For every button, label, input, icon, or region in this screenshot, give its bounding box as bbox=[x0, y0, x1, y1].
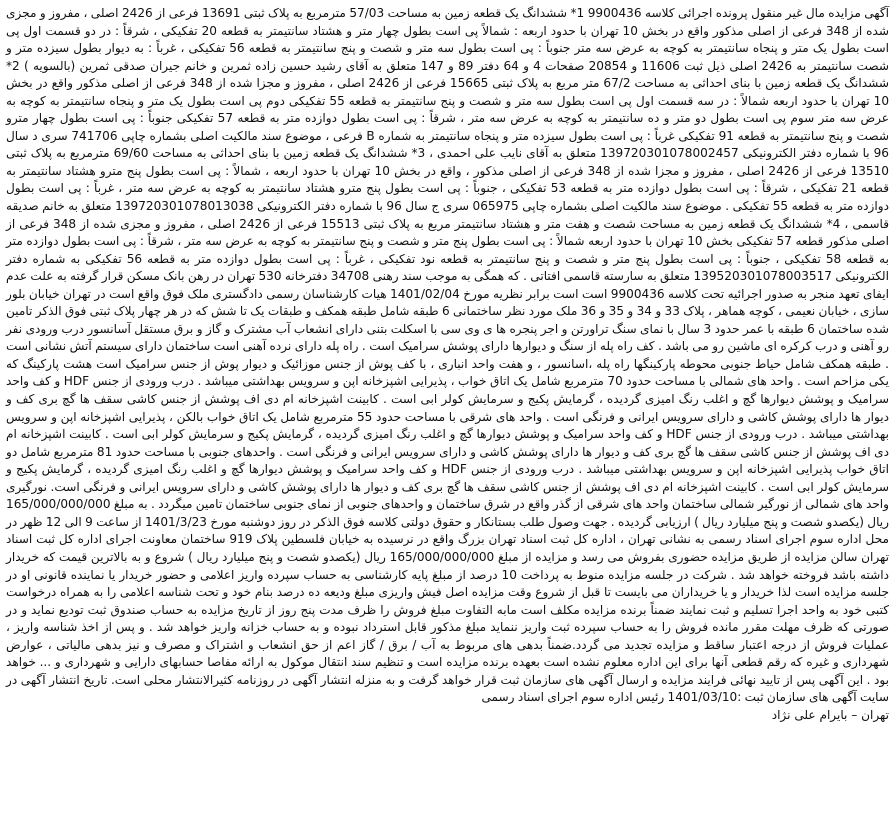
auction-notice-body: آگهی مزایده مال غیر منقول پرونده اجرائی کلاسه 9900436 1* ششدانگ یک قطعه زمین به مساحت 57/03 مترمربع به پلاک ثبتی 13691 فرعی از 2426 اصلی ، مفروز و مجزی شده از 348 فرعی از اصلی مذکور واقع در بخش 10 تهران با حدود اربعه : شمالاً پی است بطول چهار متر و هشتاد سانتیمتر به قطعه 20 تفکیکی ، شرقاً : در دو قسمت اول پی است بطول یک متر و پنجاه سانتیمتر به کوچه به عرض سه متر جنوباً : پی است بطول سه متر و شصت و پنج سانتیمتر به قطعه 56 تفکیکی ، غرباً : به دیوار بطول سیزده متر و شصت سانتیمتر به 2426 اصلی ذیل ثبت 11606 و 20854 صفحات 4 و 64 دفتر 89 و 147 متعلق به آقای رشید حسین زاده ثمرین و خانم جیران صدقی ثمرین (بالسویه ) 2* ششدانگ یک قطعه زمین با بنای احداثی به مساحت 67/2 متر مربع به پلاک ثبتی 15665 فرعی از 2426 اصلی ، مفروز و مجزا شده از 348 فرعی از اصلی مذکور واقع در بخش 10 تهران با حدود اربعه شمالاً : در سه قسمت اول پی است بطول سه متر و شصت و پنج سانتیمتر به قطعه 55 تفکیکی دوم پی است بطول یک متر و پنجاه سانتیمتر به کوچه به عرض سه متر سوم پی است بطول دو متر و ده سانتیمتر به کوچه به عرض سه متر ، شرقاً : پی است بطول دوازده متر به قطعه 57 تفکیکی جنوباً : پی است بطول چهار مترو شصت و پنج سانتیمتر به قطعه 91 تفکیکی غرباً : پی است بطول سیزده متر و پنجاه سانتیمتر به شماره B فرعی ، موضوع سند مالکیت اصلی بشماره چاپی 741706 سری د سال 96 با شماره دفتر الکترونیکی 139720301078002457 متعلق به آقای نایب علی احمدی ، 3* ششدانگ یک قطعه زمین با بنای احداثی به مساحت 69/60 مترمربع به پلاک ثبتی 13510 فرعی از 2426 اصلی ، مفروز و مجزا شده از 348 فرعی از اصلی مذکور ، واقع در بخش 10 تهران با حدود اربعه ، شمالاً : پی است بطول پنج مترو هشتاد سانتیمتر به قطعه 21 تفکیکی ، شرقاً : پی است بطول دوازده متر به قطعه 53 تفکیکی ، جنوباً : پی است بطول پنج مترو هشتاد سانتیمتر به کوچه به عرض سه متر ، غرباً : پی است بطول دوازده متر به قطعه 55 تفکیکی . موضوع سند مالکیت اصلی بشماره چاپی 065975 سری ج سال 96 با شماره دفتر الکترونیکی 139720301078013038 متعلق به خانم صدیقه قاسمی ، 4* ششدانگ یک قطعه زمین به مساحت شصت و هفت متر و هشتاد سانتیمتر مربع به پلاک ثبتی 15513 فرعی از 2426 اصلی ، مفروز و مجزی شده از 348 فرعی از اصلی مذکور قطعه 57 تفکیکی بخش 10 تهران با حدود اربعه شمالاً : پی است بطول پنج متر و شصت و پنج سانتیمتر به کوچه به عرض سه متر ، شرقاً : پی است بطول دوازده متر به قطعه 58 تفکیکی ، جنوباً : پی است بطول پنج متر و شصت و پنج سانتیمتر به قطعه نود تفکیکی ، غرباً : پی است بطول دوازده متر به قطعه 56 تفکیکی به شماره دفتر الکترونیکی 139520301078003517 متعلق به سارسته قاسمی افتاتی . که همگی به موجب سند رهنی 34708 دفترخانه 530 تهران در رهن بانک مسکن قرار گرفته به علت عدم ایفای تعهد منجر به صدور اجرائیه تحت کلاسه 9900436 است است برابر نظریه مورخ 1401/02/04 هیات کارشناسان رسمی دادگستری ملک فوق واقع است در تهران خیابان بلور سازی ، خیابان نعیمی ، کوچه هماهر ، پلاک 33 و 34 و 35 و 36 ملک مورد نظر ساختمانی 6 طبقه شامل طبقه همکف و طبقات یک تا شش که در هر چهار پلاک ثبتی فوق الذکر تامین شده ساختمان 6 طبقه با عمر حدود 3 سال با نمای سنگ تراورتن و اجر پنجره ها ی وی سی با اسکلت بتنی دارای انشعاب آب مشترک و گاز و برق مستقل آسانسور درب ورودی نفر رو آهنی و درب کرکره ای ماشین رو می باشد . کف راه پله از سنگ و دیوارها دارای پوشش سرامیک است . راه پله دارای نرده آهنی است ساختمان دارای سیستم آتش نشانی است . طبقه همکف شامل حیاط جنوبی محوطه پارکینگها راه پله ،اسانسور ، و هفت واحد انباری ، با کف پوش از جنس موزائیک و دیوار پوش از جنس سرامیک است هشت پارکینگ که یکی مزاحم است . واحد های شمالی با مساحت حدود 70 مترمربع شامل یک اتاق خواب ، پذیرایی اشپزخانه اپن و سرویس بهداشتی میباشد . درب ورودی از جنس HDF و کف واحد سرامیک و پوشش دیوارها گچ و اغلب رنگ امیزی گردیده ، گرمایش پکیج و سرمایش کولر ابی است . کابینت اشپزخانه ام دی اف پوشش از جنس کاشی سقف ها گچ بری کف و دیوار ها دارای پوشش کاشی و دارای سرویس ایرانی و فرنگی است . واحد های شرقی با مساحت حدود 55 مترمربع شامل یک اتاق خواب بالکن ، پذیرایی اشپزخانه اپن و سرویس بهداشتی میباشد . درب ورودی از جنس HDF و کف واحد سرامیک و پوشش دیوارها گچ و اغلب رنگ امیزی گردیده ، گرمایش پکیج و سرمایش کولر ابی است . کابینت اشپزخانه ام دی اف پوشش از جنس کاشی سقف ها گچ بری کف و دیوار ها دارای پوشش کاشی و دارای سرویس ایرانی و فرنگی است . واحدهای جنوبی با مساحت حدود 81 مترمربع شامل دو اتاق خواب پذیرایی اشپزخانه اپن و سرویس بهداشتی میباشد . درب ورودی از جنس HDF و کف واحد سرامیک و پوشش دیوارها گچ و اغلب رنگ امیزی گردیده ، گرمایش پکیج و سرمایش کولر ابی است . کابینت اشپزخانه ام دی اف پوشش از جنس کاشی سقف ها گچ بری کف و دیوار ها دارای پوشش کاشی و دارای سرویس ایرانی و فرنگی است. نورگیری واحد های شمالی از نورگیر شمالی ساختمان واحد های شرقی از گذر واقع در شرق ساختمان و واحدهای جنوبی از نمای جنوبی ساختمان تامین میگردد . به مبلغ 165/000/000/000 ریال (یکصدو شصت و پنج میلیارد ریال ) ارزیابی گردیده . جهت وصول طلب بستانکار و حقوق دولتی کلاسه فوق الذکر در روز دوشنبه مورخ 1401/3/23 از ساعت 9 الی 12 ظهر در محل اداره سوم اجرای اسناد رسمی به نشانی تهران ، اداره کل ثبت اسناد تهران بزرگ واقع در نرسیده به خیابان فلسطین پلاک 919 ساختمان معاونت اجرای اداره کل ثبت اسناد تهران سالن مزایده از طریق مزایده حضوری بفروش می رسد و مزایده از مبلغ 165/000/000/000 ریال (یکصدو شصت و پنج میلیارد ریال ) شروع و به بالاترین قیمت که خریدار داشته باشد فروخته خواهد شد . شرکت در جلسه مزایده منوط به پرداخت 10 درصد از مبلغ پایه کارشناسی به حساب سپرده واریز اعلامی و حضور خریدار یا نماینده قانونی او در جلسه مزایده است لذا خریدار و یا خریداران می بایست تا قبل از شروع وقت مزایده اصل فیش واریزی مبلغ ودیعه ده درصد بنام خود و تحت شناسه اعلامی را به همراه درخواست کتبی خود به واحد اجرا تسلیم و ثبت نمایند ضمناً برنده مزایده مکلف است مابه التفاوت مبلغ فروش را ظرف مدت پنج روز از تاریخ مزایده به حساب صندوق ثبت تودیع نماید و در صورتی که ظرف مهلت مقرر مانده فروش را به حساب سپرده ثبت واریز ننماید مبلغ مذکور قابل استرداد نبوده و به حساب خزانه واریز خواهد شد . و پس از اخذ شناسه واریز ، عملیات فروش از درجه اعتبار ساقط و مزایده تجدید می گردد.ضمناً بدهی های مربوط به آب / برق / گاز اعم از حق انشعاب و اشتراک و مصرف و نیز بدهی مالیاتی ، عوارض شهرداری و غیره که رقم قطعی آنها برای این اداره معلوم نشده است بعهده برنده مزایده است و تنظیم سند انتقال موکول به ارائه مفاصا حسابهای دارایی و شهرداری و ... خواهد بود . این آگهی پس از تایید نهائی فرایند مزایده و ارسال آگهی های سازمان ثبت قرار خواهد گرفت و به منزله انتشار آگهی در روزنامه کثیرالانتشار محلی است. تاریخ انتشار آگهی در سایت آگهی های سازمان ثبت :1401/03/10 رئیس اداره سوم اجرای اسناد رسمی bbox=[6, 6, 890, 705]
notice-signature: تهران – بایرام علی نژاد bbox=[771, 707, 889, 722]
